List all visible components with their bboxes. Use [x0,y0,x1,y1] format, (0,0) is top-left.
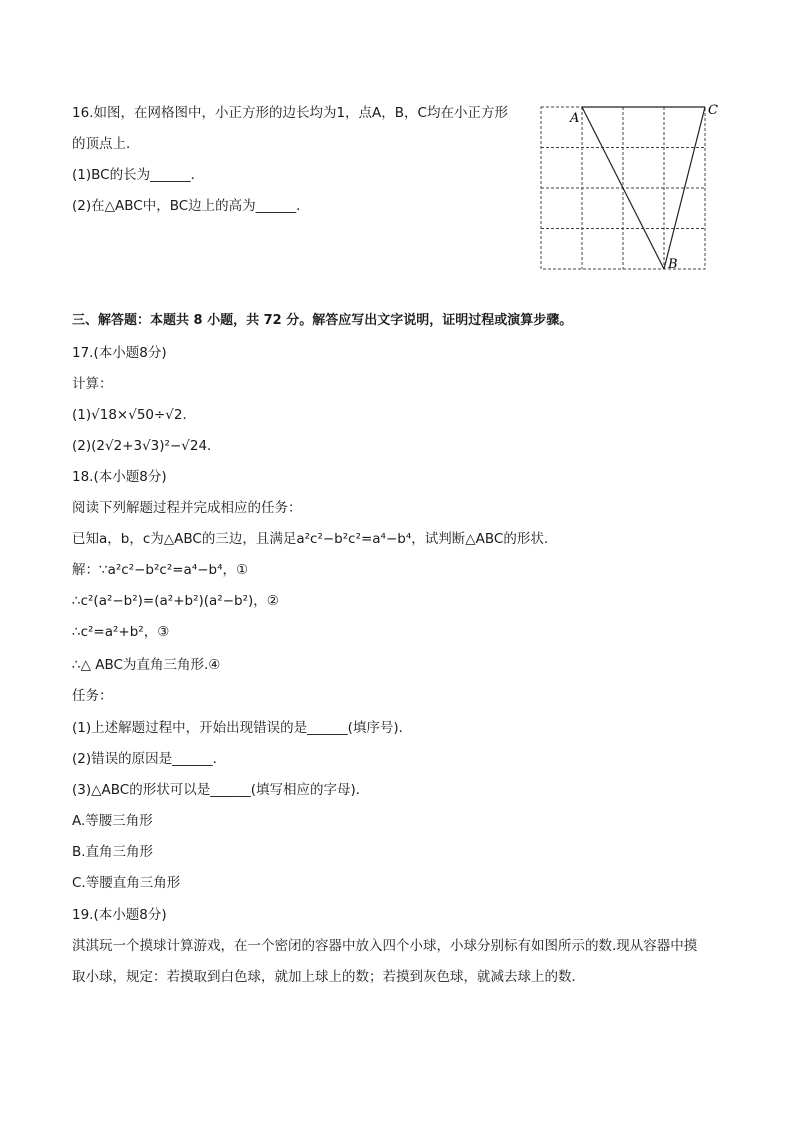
q17-title: 17.(本小题8分) [72,345,167,361]
q18-option-a: A.等腰三角形 [72,813,153,829]
q18-task1: (1)上述解题过程中，开始出现错误的是______(填序号)． [72,720,413,736]
q19-line2: 取小球，规定：若摸取到白色球，就加上球上的数；若摸到灰色球，就减去球上的数． [72,969,585,985]
q18-task3: (3)△ABC的形状可以是______(填写相应的字母)． [72,782,370,798]
q18-title: 18.(本小题8分) [72,469,167,485]
q19-title: 19.(本小题8分) [72,907,167,923]
q18-task-label: 任务： [72,688,113,704]
q18-step1: 解：∵a²c²−b²c²=a⁴−b⁴，① [72,562,249,578]
label-c: C [708,103,718,118]
q16-line2: 的顶点上． [72,136,140,152]
q18-step4: ∴△ ABC为直角三角形.④ [72,657,221,673]
q17-part1: (1)√18×√50÷√2． [72,407,196,423]
q16-sub2: (2)在△ABC中，BC边上的高为______． [72,198,310,214]
q18-step3: ∴c²=a²+b²，③ [72,624,170,640]
q17-intro: 计算： [72,376,113,392]
q18-step2: ∴c²(a²−b²)=(a²+b²)(a²−b²)，② [72,593,279,609]
q19-line1: 淇淇玩一个摸球计算游戏，在一个密闭的容器中放入四个小球，小球分别标有如图所示的数.现从容器中摸 [72,938,698,954]
q18-given: 已知a，b，c为△ABC的三边，且满足a²c²−b²c²=a⁴−b⁴，试判断△ABC的形状． [72,531,558,547]
q16-sub1: (1)BC的长为______． [72,167,205,183]
section3-heading: 三、解答题：本题共 8 小题，共 72 分。解答应写出文字说明，证明过程或演算步骤。 [72,313,573,328]
label-b: B [668,257,678,272]
label-a: A [570,111,580,126]
q18-intro: 阅读下列解题过程并完成相应的任务： [72,500,302,516]
q16-line1: 16.如图，在网格图中，小正方形的边长均为1，点A，B，C均在小正方形 [72,105,508,121]
q18-option-b: B.直角三角形 [72,844,154,860]
grid-figure [530,96,730,276]
q18-option-c: C.等腰直角三角形 [72,875,181,891]
q18-task2: (2)错误的原因是______． [72,751,227,767]
q17-part2: (2)(2√2+3√3)²−√24． [72,438,221,454]
